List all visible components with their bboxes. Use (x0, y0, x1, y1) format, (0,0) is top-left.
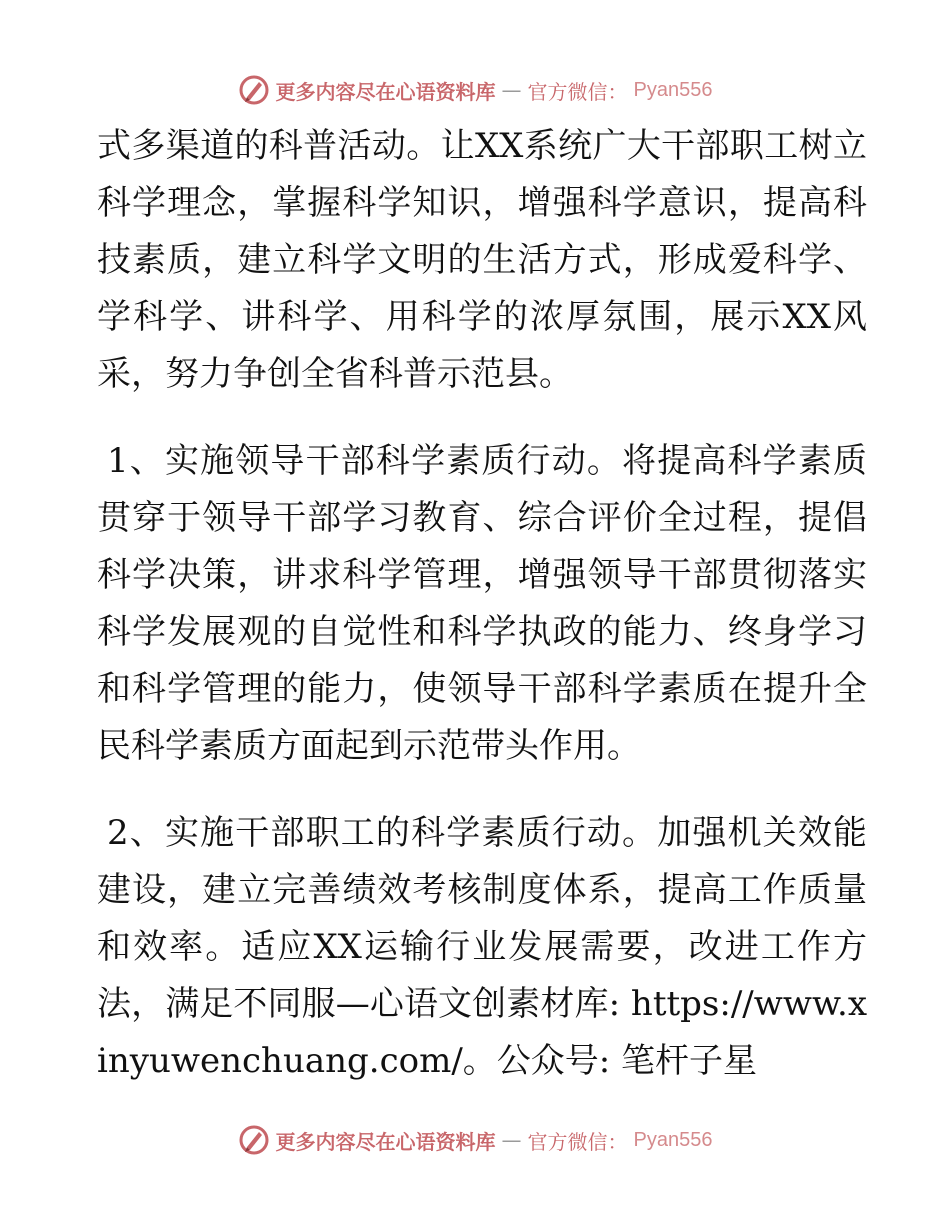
paragraph-item-2: 2、实施干部职工的科学素质行动。加强机关效能建设，建立完善绩效考核制度体系，提高工作质量和效率。适应XX运输行业发展需要，改进工作方法，满足不同服—心语文创素材库: https://www.xinyuwenchuang.com/。公众号: 笔杆子星 (97, 813, 867, 1081)
watermark-separator: — (501, 1128, 522, 1152)
watermark-wechat-id: Pyan556 (633, 78, 713, 101)
watermark-wechat-label: 官方微信： (527, 79, 628, 104)
header-watermark-banner (0, 70, 950, 110)
pen-logo-icon (238, 74, 270, 106)
document-body (97, 118, 867, 1090)
watermark-main-text: 更多内容尽在心语资料库 (275, 1129, 496, 1154)
watermark-wechat-id: Pyan556 (633, 1128, 713, 1151)
footer-watermark-banner (0, 1120, 950, 1160)
watermark-wechat-label: 官方微信： (527, 1129, 628, 1154)
pen-logo-icon (238, 1124, 270, 1156)
watermark-main-text: 更多内容尽在心语资料库 (275, 79, 496, 104)
watermark-separator: — (501, 78, 522, 102)
paragraph-item-1: 1、实施领导干部科学素质行动。将提高科学素质贯穿于领导干部学习教育、综合评价全过程，提倡科学决策，讲求科学管理，增强领导干部贯彻落实科学发展观的自觉性和科学执政的能力、终身学习和科学管理的能力，使领导干部科学素质在提升全民科学素质方面起到示范带头作用。 (97, 441, 867, 766)
paragraph-continuation: 式多渠道的科普活动。让XX系统广大干部职工树立科学理念，掌握科学知识，增强科学意识，提高科技素质，建立科学文明的生活方式，形成爱科学、学科学、讲科学、用科学的浓厚氛围，展示XX风采，努力争创全省科普示范县。 (97, 126, 867, 394)
